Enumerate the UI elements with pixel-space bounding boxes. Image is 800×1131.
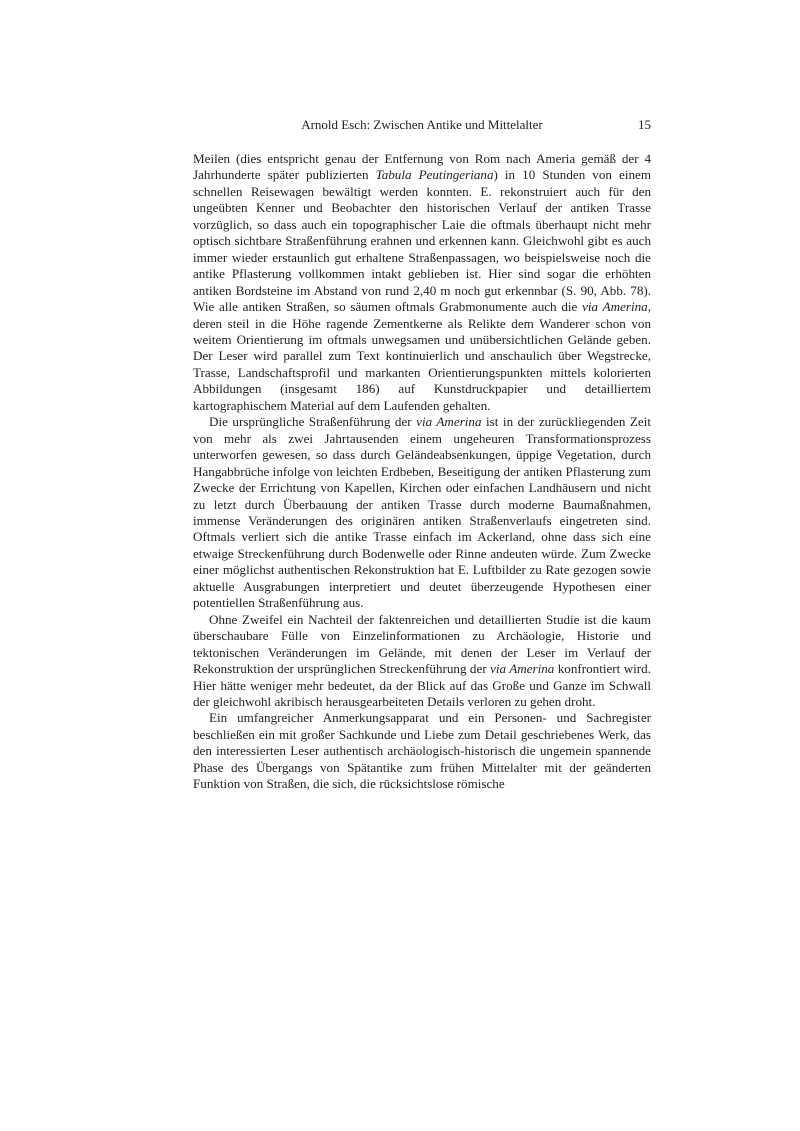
text-run: Meilen (dies entspricht genau der Entfernung von Rom nach Ameria gemäß der 4 Jahrhunderte später publizierten — [193, 151, 651, 183]
italic-text-run: via Amerina — [416, 414, 482, 430]
running-header — [193, 117, 651, 133]
italic-text-run: via Amerina — [490, 661, 555, 677]
italic-text-run: Tabula Peutingeriana — [375, 167, 494, 183]
text-run: konfrontiert wird. Hier hätte weniger mehr bedeutet, da der Blick auf das Große und Ganze im Schwall der gleichwohl akribisch herausgearbeiteten Details verloren zu gehen droht. — [193, 661, 651, 709]
italic-text-run: via Amerina — [582, 299, 648, 315]
text-run: , deren steil in die Höhe ragende Zementkerne als Relikte dem Wanderer schon von weitem Orientierung im oftmals unwegsamen und unübersichtlichen Gelände geben. Der Leser wird parallel zum Text kontinuierlich und anschaulich über Wegstrecke, Trasse, Landschaftsprofil und markanten Orientierungspunkten mittels kolorierten Abbildungen (insgesamt 186) auf Kunstdruckpapier und detailliertem kartographischem Material auf dem Laufenden gehalten. — [193, 299, 651, 413]
text-block — [193, 151, 651, 793]
paragraph — [193, 612, 651, 711]
text-run: Ohne Zweifel ein Nachteil der faktenreichen und detaillierten Studie ist die kaum überschaubare Fülle von Einzelinformationen zu Archäologie, Historie und tektonischen Veränderungen im Gelände, mit denen der Leser im Verlauf der Rekonstruktion der ursprünglichen Streckenführung der — [193, 611, 651, 677]
paragraph — [193, 414, 651, 611]
paragraph — [193, 710, 651, 792]
paragraph — [193, 151, 651, 414]
page-number: 15 — [638, 117, 651, 132]
text-run: ist in der zurückliegenden Zeit von mehr als zwei Jahrtausenden einem ungeheuren Transformationsprozess unterworfen gewesen, so dass durch Geländeabsenkungen, üppige Vegetation, durch Hangabbrüche infolge von leichten Erdbeben, Beseitigung der antiken Pflasterung zum Zwecke der Errichtung von Kapellen, Kirchen oder einfachen Landhäusern und nicht zu letzt durch Überbauung der antiken Trasse durch moderne Baumaßnahmen, immense Veränderungen des originären antiken Straßenverlaufs eingetreten sind. Oftmals verliert sich die antike Trasse einfach im Ackerland, ohne dass sich eine etwaige Streckenführung durch Bodenwelle oder Rinne andeuten würde. Zum Zwecke einer möglichst authentischen Rekonstruktion hat E. Luftbilder zu Rate gezogen sowie aktuelle Ausgrabungen interpretiert und deutet überzeugende Hypothesen einer potentiellen Straßenführung aus. — [193, 414, 651, 611]
text-run: Die ursprüngliche Straßenführung der — [209, 414, 417, 430]
text-run: Ein umfangreicher Anmerkungsapparat und ein Personen- und Sachregister beschließen ein mit großer Sachkunde und Liebe zum Detail geschriebenes Werk, das den interessierten Leser authentisch archäologisch-historisch die ungemein spannende Phase des Übergangs von Spätantike zum frühen Mittelalter mit der geänderten Funktion von Straßen, die sich, die rücksichtslose römische — [193, 710, 651, 792]
text-run: ) in 10 Stunden von einem schnellen Reisewagen bewältigt werden konnten. E. rekonstruiert auch für den ungeübten Kenner und Beobachter den historischen Verlauf der antiken Trasse vorzüglich, so dass auch ein topographischer Laie die oftmals überhaupt nicht mehr optisch sichtbare Straßenführung erahnen und erkennen kann. Gleichwohl gibt es auch immer wieder erstaunlich gut erhaltene Straßenpassagen, wo beispielsweise noch die antike Pflasterung vollkommen intakt geblieben ist. Hier sind sogar die erhöhten antiken Bordsteine im Abstand von rund 2,40 m noch gut erkennbar (S. 90, Abb. 78). Wie alle antiken Straßen, so säumen oftmals Grabmonumente auch die — [193, 167, 651, 315]
running-title: Arnold Esch: Zwischen Antike und Mittelalter — [301, 117, 543, 132]
